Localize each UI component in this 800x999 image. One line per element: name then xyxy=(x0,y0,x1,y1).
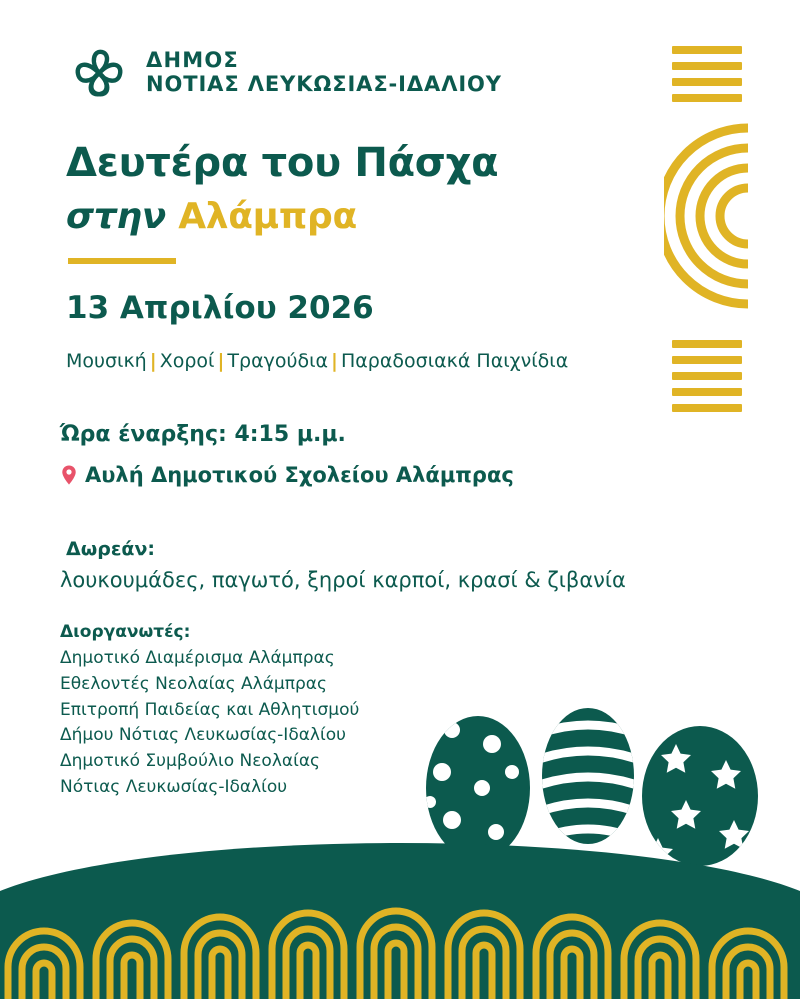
activity-item: Παραδοσιακά Παιχνίδια xyxy=(341,350,569,372)
event-venue xyxy=(60,463,514,487)
event-title-line-1: Δευτέρα του Πάσχα xyxy=(66,140,499,186)
organizer-line: Δήμου Νότιας Λευκωσίας-Ιδαλίου xyxy=(60,725,346,746)
organizer-line: Δημοτικό Συμβούλιο Νεολαίας xyxy=(60,751,321,772)
green-hill-with-gold-arches-illustration xyxy=(0,839,800,999)
map-pin-icon xyxy=(60,464,78,486)
gold-arcs-icon xyxy=(664,112,748,322)
event-title-line-2-place: Αλάμπρα xyxy=(178,196,357,237)
easter-eggs-illustration xyxy=(400,668,800,868)
logo-line-1: ΔΗΜΟΣ xyxy=(146,48,239,73)
gold-stripes-icon-top xyxy=(672,46,742,104)
activity-item: Τραγούδια xyxy=(227,350,329,372)
activity-separator: | xyxy=(331,350,338,372)
event-title-line-2 xyxy=(66,196,357,237)
event-venue-label: Αυλή Δημοτικού Σχολείου Αλάμπρας xyxy=(85,463,514,487)
free-offer-items: λουκουμάδες, παγωτό, ξηροί καρποί, κρασί & ζιβανία xyxy=(60,568,626,592)
organizers-list xyxy=(60,646,359,801)
egg-stripes xyxy=(536,708,640,844)
activity-item: Χοροί xyxy=(159,350,215,372)
gold-stripes-icon-bottom xyxy=(672,340,742,412)
event-activities xyxy=(66,350,568,372)
logo-line-2: ΝΟΤΙΑΣ ΛΕΥΚΩΣΙΑΣ-ΙΔΑΛΙΟΥ xyxy=(146,72,502,96)
activity-item: Μουσική xyxy=(66,350,147,372)
gold-divider xyxy=(68,258,176,264)
organizer-line: Νότιας Λευκωσίας-Ιδαλίου xyxy=(60,777,288,798)
municipality-logo xyxy=(66,40,502,106)
event-start-time: Ώρα έναρξης: 4:15 μ.μ. xyxy=(60,422,346,447)
knot-emblem-icon xyxy=(66,40,132,106)
activity-separator: | xyxy=(217,350,225,372)
event-date: 13 Απριλίου 2026 xyxy=(66,290,374,326)
activity-separator: | xyxy=(149,350,157,372)
organizer-line: Επιτροπή Παιδείας και Αθλητισμού xyxy=(60,699,360,720)
logo-text xyxy=(146,49,502,96)
free-offer-label: Δωρεάν: xyxy=(66,538,155,560)
event-title-line-2-italic: στην xyxy=(66,196,166,237)
organizer-line: Εθελοντές Νεολαίας Αλάμπρας xyxy=(60,673,327,694)
organizer-line: Δημοτικό Διαμέρισμα Αλάμπρας xyxy=(60,648,335,668)
organizers-label: Διοργανωτές: xyxy=(60,622,191,642)
